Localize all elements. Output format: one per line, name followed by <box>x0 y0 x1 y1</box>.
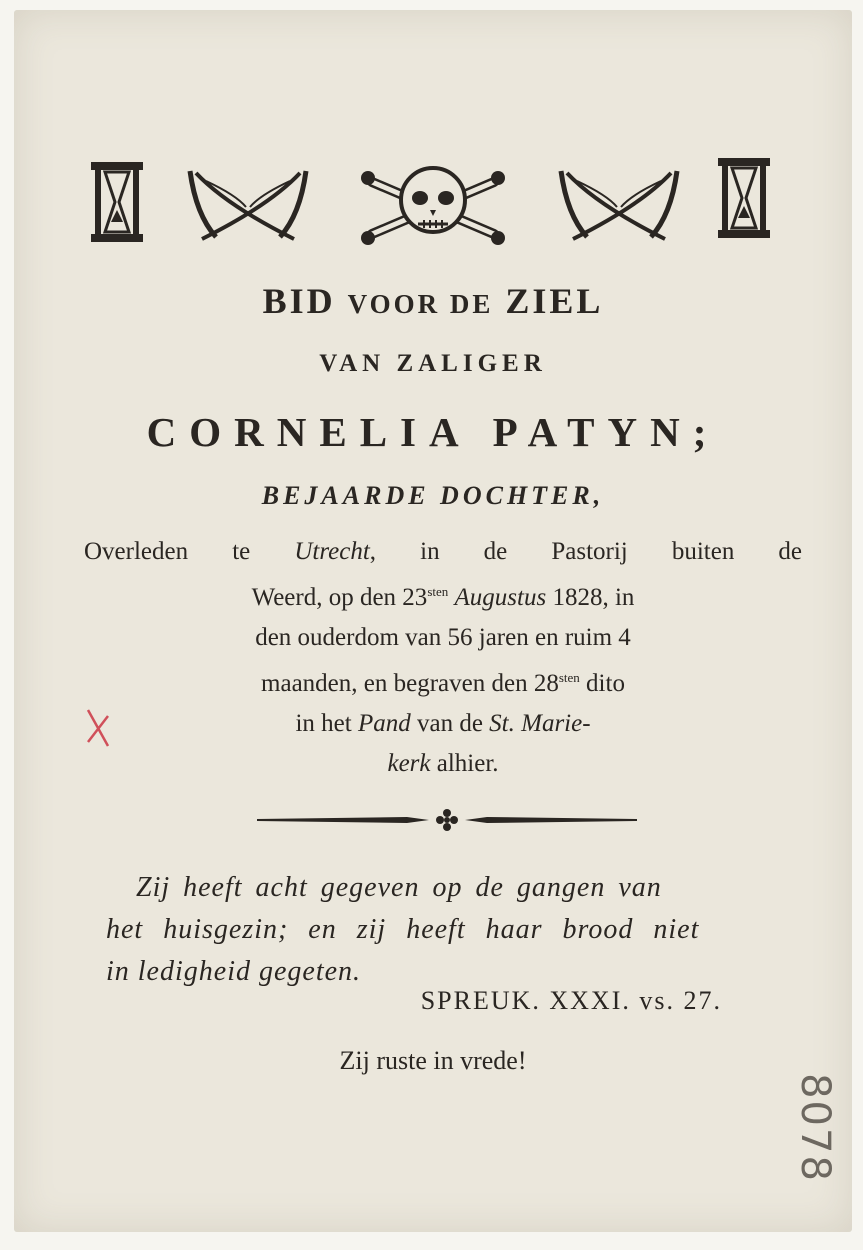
verse-line: Zij heeft acht gegeven op de gangen van <box>136 872 662 903</box>
emblem-row <box>14 160 852 260</box>
verse-line: in ledigheid gegeten. <box>106 956 362 987</box>
heading-voor-de: VOOR DE <box>347 289 494 319</box>
obituary-line: maanden, en begraven den $28^{sten}$ dito <box>261 670 625 697</box>
verse-reference: SPREUK. XXXI. vs. 27. <box>420 986 722 1015</box>
city-name: Utrecht <box>294 538 370 565</box>
crossed-scythes-icon <box>186 165 310 245</box>
deceased-title: BEJAARDE DOCHTER, <box>261 481 605 510</box>
obituary-line: Weerd, op den $23^{sten}$ Augustus 1828, in <box>251 584 635 611</box>
pencil-inventory-number: 8078 <box>791 1073 838 1183</box>
red-cross-mark-icon <box>84 708 112 748</box>
hourglass-icon <box>89 160 145 244</box>
obituary-line: in het Pand van de St. Marie- <box>295 710 591 737</box>
obituary-line: Overleden te Utrecht, in de Pastorij buiten de <box>84 538 802 565</box>
heading <box>14 280 852 322</box>
hourglass-icon <box>716 156 772 240</box>
obituary-text <box>84 532 802 784</box>
crossed-scythes-icon <box>557 165 681 245</box>
ornamental-divider <box>257 805 637 835</box>
heading-ziel: ZIEL <box>505 281 604 321</box>
heading-bid: BID <box>262 281 336 321</box>
bible-verse <box>106 867 786 993</box>
verse-line: het huisgezin; en zij heeft haar brood niet <box>106 914 700 945</box>
obituary-line: kerk alhier. <box>387 750 499 777</box>
subheading: VAN ZALIGER <box>319 350 547 377</box>
obituary-line: den ouderdom van 56 jaren en ruim 4 <box>255 624 631 651</box>
month-name: Augustus <box>454 584 547 611</box>
skull-crossbones-icon <box>358 160 508 248</box>
memorial-card <box>14 10 852 1232</box>
deceased-name: CORNELIA PATYN; <box>146 409 720 455</box>
closing-line: Zij ruste in vrede! <box>339 1046 527 1075</box>
